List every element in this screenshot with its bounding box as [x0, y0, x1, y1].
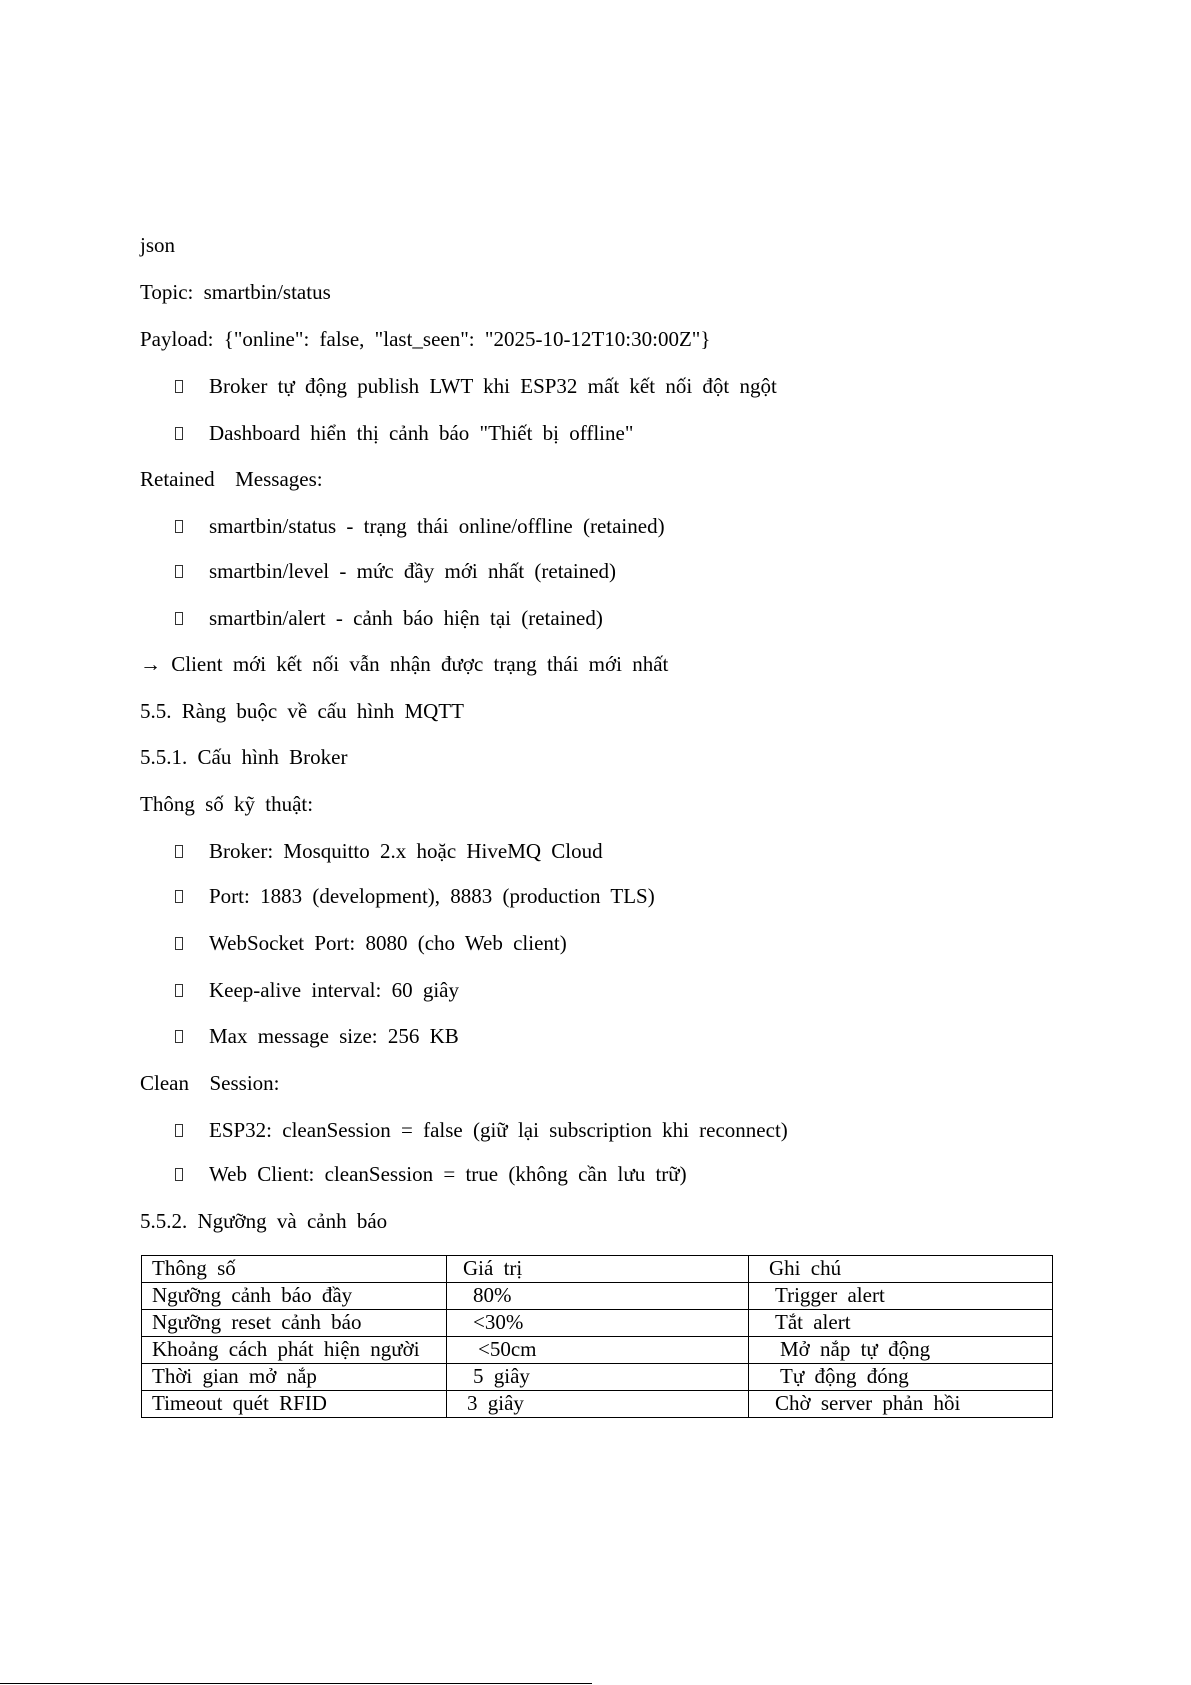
bullet-icon — [175, 1124, 183, 1137]
table-cell: Timeout quét RFID — [142, 1391, 447, 1418]
table-row — [142, 1310, 1053, 1337]
section-heading-5-5: 5.5. Ràng buộc về cấu hình MQTT — [140, 699, 464, 723]
table-cell: Tắt alert — [749, 1310, 1053, 1337]
table-header-cell: Giá trị — [447, 1256, 749, 1283]
table-cell: 80% — [447, 1283, 749, 1310]
table-header-cell: Thông số — [142, 1256, 447, 1283]
arrow-note: → Client mới kết nối vẫn nhận được trạng thái mới nhất — [140, 652, 669, 676]
bullet-icon — [175, 427, 183, 440]
bullet-icon — [175, 565, 183, 578]
table-cell: Tự động đóng — [749, 1364, 1053, 1391]
bullet-icon — [175, 612, 183, 625]
table-cell: Chờ server phản hồi — [749, 1391, 1053, 1418]
table-cell: <50cm — [447, 1337, 749, 1364]
bullet-icon — [175, 520, 183, 533]
table-cell: Khoảng cách phát hiện người — [142, 1337, 447, 1364]
table-header-cell: Ghi chú — [749, 1256, 1053, 1283]
section-heading-5-5-2: 5.5.2. Ngưỡng và cảnh báo — [140, 1209, 388, 1233]
threshold-table — [141, 1255, 1053, 1418]
table-cell: 5 giây — [447, 1364, 749, 1391]
table-header-row — [142, 1256, 1053, 1283]
bullet-icon — [175, 1168, 183, 1181]
retained-bullet-1: smartbin/status - trạng thái online/offline (retained) — [209, 514, 665, 538]
lwt-bullet-1: Broker tự động publish LWT khi ESP32 mất kết nối đột ngột — [209, 374, 777, 398]
table-row — [142, 1283, 1053, 1310]
spec-bullet-3: WebSocket Port: 8080 (cho Web client) — [209, 931, 567, 955]
clean-session-heading: Clean Session: — [140, 1071, 280, 1095]
table-cell: Mở nắp tự động — [749, 1337, 1053, 1364]
bullet-icon — [175, 380, 183, 393]
clean-bullet-1: ESP32: cleanSession = false (giữ lại subscription khi reconnect) — [209, 1118, 788, 1142]
lwt-bullet-2: Dashboard hiển thị cảnh báo "Thiết bị offline" — [209, 421, 634, 445]
retained-bullet-2: smartbin/level - mức đầy mới nhất (retained) — [209, 559, 617, 583]
table-cell: 3 giây — [447, 1391, 749, 1418]
table-cell: Ngưỡng reset cảnh báo — [142, 1310, 447, 1337]
table-row — [142, 1364, 1053, 1391]
table-row — [142, 1337, 1053, 1364]
table-cell: <30% — [447, 1310, 749, 1337]
spec-bullet-2: Port: 1883 (development), 8883 (production TLS) — [209, 884, 655, 908]
clean-bullet-2: Web Client: cleanSession = true (không cần lưu trữ) — [209, 1162, 687, 1186]
table-cell: Thời gian mở nắp — [142, 1364, 447, 1391]
spec-bullet-5: Max message size: 256 KB — [209, 1024, 459, 1048]
table-cell: Trigger alert — [749, 1283, 1053, 1310]
spec-bullet-1: Broker: Mosquitto 2.x hoặc HiveMQ Cloud — [209, 839, 603, 863]
payload-line: Payload: {"online": false, "last_seen": "2025-10-12T10:30:00Z"} — [140, 327, 711, 351]
topic-line: Topic: smartbin/status — [140, 280, 331, 304]
retained-heading: Retained Messages: — [140, 467, 323, 491]
bullet-icon — [175, 984, 183, 997]
section-heading-5-5-1: 5.5.1. Cấu hình Broker — [140, 745, 348, 769]
bullet-icon — [175, 1030, 183, 1043]
bullet-icon — [175, 845, 183, 858]
footnote-divider — [0, 1683, 592, 1684]
table-row — [142, 1391, 1053, 1418]
bullet-icon — [175, 890, 183, 903]
spec-heading: Thông số kỹ thuật: — [140, 792, 314, 816]
json-label: json — [140, 233, 176, 257]
retained-bullet-3: smartbin/alert - cảnh báo hiện tại (retained) — [209, 606, 603, 630]
table-cell: Ngưỡng cảnh báo đầy — [142, 1283, 447, 1310]
bullet-icon — [175, 937, 183, 950]
spec-bullet-4: Keep-alive interval: 60 giây — [209, 978, 459, 1002]
